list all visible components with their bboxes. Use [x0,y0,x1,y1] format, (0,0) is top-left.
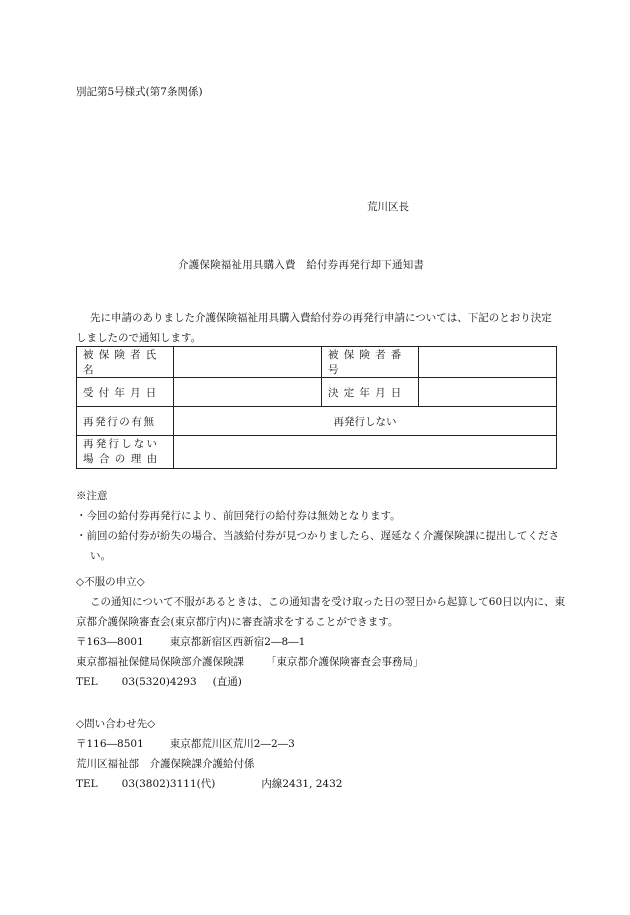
objection-tel-label: TEL [76,676,98,688]
reissue-value: 再発行しない [174,407,557,436]
contact-section [76,714,566,794]
insured-name-label: 被保険者氏名 [77,347,174,378]
objection-address: 東京都新宿区西新宿2―8―1 [169,636,306,648]
objection-office: 東京都福祉保健局保険部介護保険課 [76,656,244,668]
contact-tel-label: TEL [76,778,98,790]
decision-table [76,346,557,469]
objection-tel: 03(5320)4293 [121,676,197,688]
contact-tel: 03(3802)3111(代) [121,778,216,790]
contact-address-line [76,734,566,754]
reissue-label: 再発行の有無 [77,407,174,436]
note-item-2: ・前回の給付券が紛失の場合、当該給付券が見つかりましたら、遅延なく介護保険課に提出してください。 [76,530,559,562]
insured-number-value [419,347,557,378]
contact-tel-line [76,774,566,794]
received-date-label: 受付年月日 [77,378,174,407]
table-row [77,436,557,469]
intro-paragraph: 先に申請のありました介護保険福祉用具購入費給付券の再発行申請については、下記のとおり決定しましたので通知します。 [76,312,552,344]
contact-postal: 〒116―8501 [76,738,144,750]
received-date-value [174,378,322,407]
objection-section [76,572,566,692]
form-label: 別記第5号様式(第7条関係) [76,86,203,98]
reason-label [77,436,174,469]
objection-address-line [76,632,566,652]
note-item-1: ・今回の給付券再発行により、前回発行の給付券は無効となります。 [76,510,401,522]
objection-tel-line [76,672,566,692]
insured-number-label: 被保険者番号 [322,347,419,378]
contact-extension: 内線2431, 2432 [261,778,343,790]
decision-date-value [419,378,557,407]
insured-name-value [174,347,322,378]
issuer-name: 荒川区長 [367,201,409,213]
objection-office-alias: 「東京都介護保険審査会事務局」 [266,656,424,668]
contact-address: 東京都荒川区荒川2―2―3 [169,738,295,750]
reason-value [174,436,557,469]
reason-label-line1: 再発行しない [83,438,160,450]
table-row [77,378,557,407]
contact-heading: ◇問い合わせ先◇ [76,718,156,730]
objection-postal: 〒163―8001 [76,636,144,648]
notes-heading: ※注意 [76,490,108,502]
objection-heading: ◇不服の申立◇ [76,576,145,588]
objection-office-line [76,652,566,672]
reason-label-line2: 場合の理由 [83,453,163,465]
contact-office: 荒川区福祉部 介護保険課介護給付係 [76,758,255,770]
notes-section [76,486,566,566]
table-row [77,407,557,436]
objection-body: この通知について不服があるときは、この通知書を受け取った日の翌日から起算して60日以内に、東京都介護保険審査会(東京都庁内)に審査請求をすることができます。 [76,596,566,628]
objection-tel-note: (直通) [212,676,242,688]
document-title: 介護保険福祉用具購入費 給付券再発行却下通知書 [178,259,425,271]
table-row [77,347,557,378]
decision-date-label: 決定年月日 [322,378,419,407]
